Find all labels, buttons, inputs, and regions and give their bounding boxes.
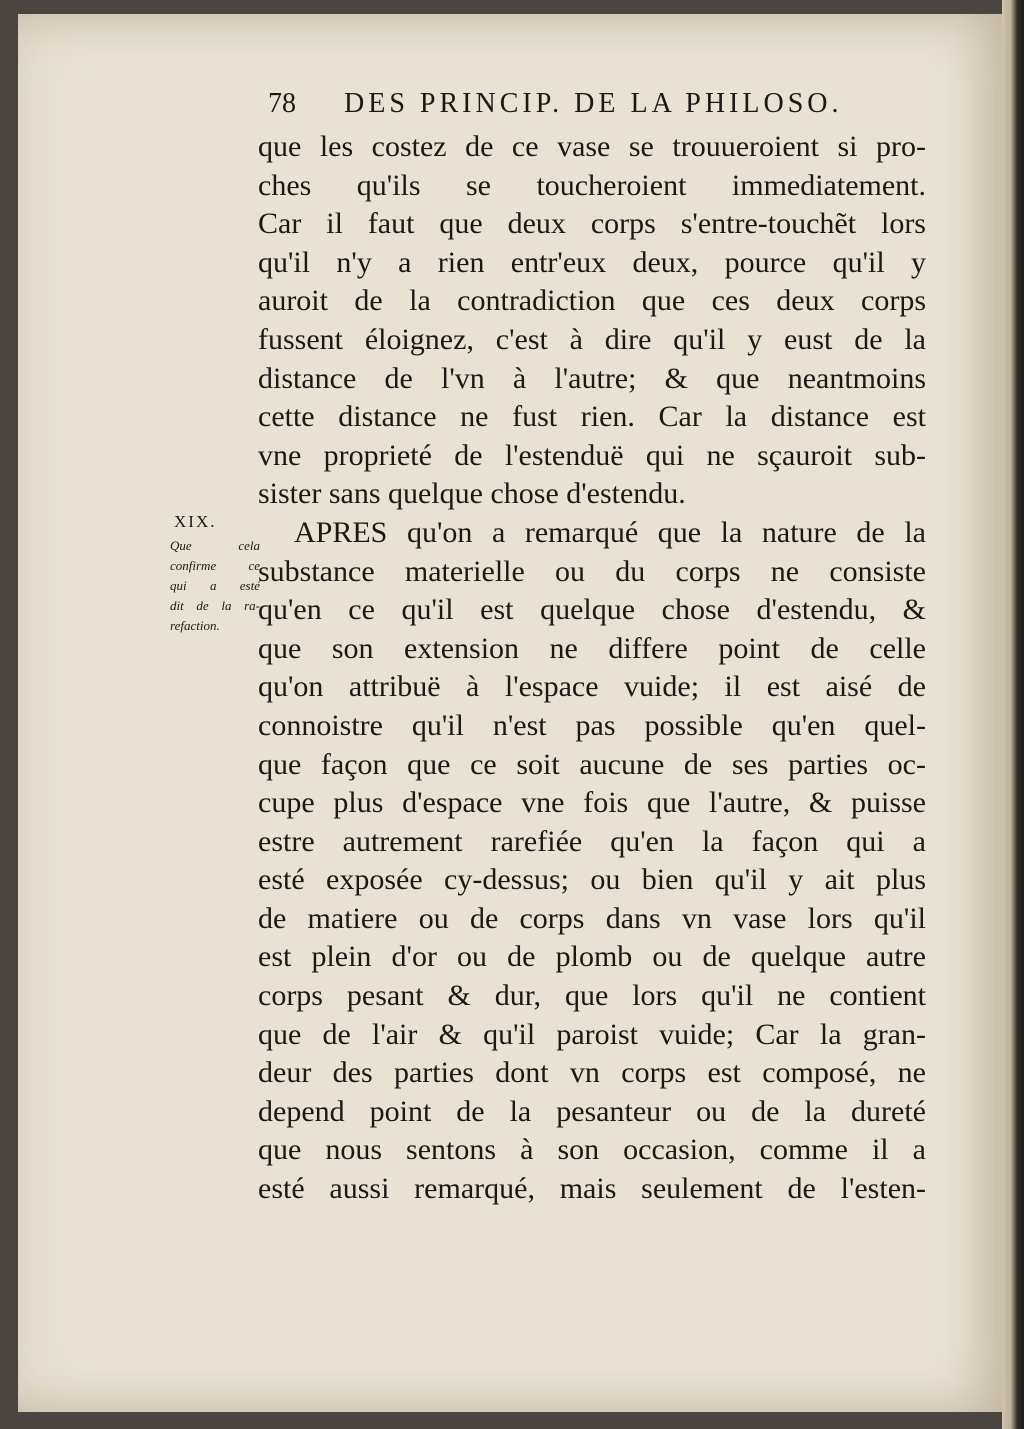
text-line: auroit de la contradiction que ces deux corps: [258, 284, 926, 318]
text-line: cupe plus d'espace vne fois que l'autre, & puisse: [258, 786, 926, 820]
text-line: sister sans quelque chose d'estendu.: [258, 477, 686, 511]
text-line: connoistre qu'il n'est pas possible qu'en quel-: [258, 708, 926, 742]
text-line: que son extension ne differe point de celle: [258, 631, 926, 665]
margin-note-line: dit de la ra-: [170, 598, 260, 613]
text-line: est plein d'or ou de plomb ou de quelque autre: [258, 940, 926, 974]
margin-note: [170, 512, 260, 636]
text-line: distance de l'vn à l'autre; & que neantmoins: [258, 361, 926, 395]
margin-note-line: confirme ce: [170, 558, 260, 573]
margin-note-number: XIX.: [174, 512, 217, 531]
text-line: substance materielle ou du corps ne consiste: [258, 554, 926, 588]
text-line: vne proprieté de l'estenduë qui ne sçauroit sub-: [258, 438, 926, 472]
running-head: DES PRINCIP. DE LA PHILOSO.: [344, 88, 843, 119]
text-line: que nous sentons à son occasion, comme il a: [258, 1133, 926, 1167]
text-line: cette distance ne fust rien. Car la distance est: [258, 400, 926, 434]
margin-note-line: refaction.: [170, 618, 220, 633]
text-line: depend point de la pesanteur ou de la dureté: [258, 1094, 926, 1128]
text-line: estre autrement rarefiée qu'en la façon qui a: [258, 824, 926, 858]
text-line: que de l'air & qu'il paroist vuide; Car la gran-: [258, 1017, 926, 1051]
text-line: esté exposée cy-dessus; ou bien qu'il y ait plus: [258, 863, 926, 897]
text-line: de matiere ou de corps dans vn vase lors qu'il: [258, 901, 926, 935]
text-line: qu'on attribuë à l'espace vuide; il est aisé de: [258, 670, 926, 704]
text-line: esté aussi remarqué, mais seulement de l'esten-: [258, 1172, 926, 1206]
text-line: Car il faut que deux corps s'entre-touchẽt lors: [258, 207, 926, 241]
text-line: deur des parties dont vn corps est composé, ne: [258, 1056, 926, 1090]
page-number: 78: [268, 88, 296, 119]
body-text: [258, 128, 926, 1209]
margin-note-line: qui a esté: [170, 578, 260, 593]
text-line: que les costez de ce vase se trouueroient si pro-: [258, 130, 926, 163]
page-header: [268, 88, 908, 128]
text-line: corps pesant & dur, que lors qu'il ne contient: [258, 979, 926, 1013]
text-line: ches qu'ils se toucheroient immediatement.: [258, 168, 926, 202]
margin-note-line: Que cela: [170, 538, 260, 553]
text-line: que façon que ce soit aucune de ses parties oc-: [258, 747, 926, 781]
text-line: qu'il n'y a rien entr'eux deux, pource qu'il y: [258, 245, 926, 279]
page-edge: [1002, 0, 1024, 1429]
text-line: APRES qu'on a remarqué que la nature de la: [294, 515, 926, 549]
text-line: fussent éloignez, c'est à dire qu'il y eust de la: [258, 322, 926, 356]
text-line: qu'en ce qu'il est quelque chose d'estendu, &: [258, 593, 926, 627]
